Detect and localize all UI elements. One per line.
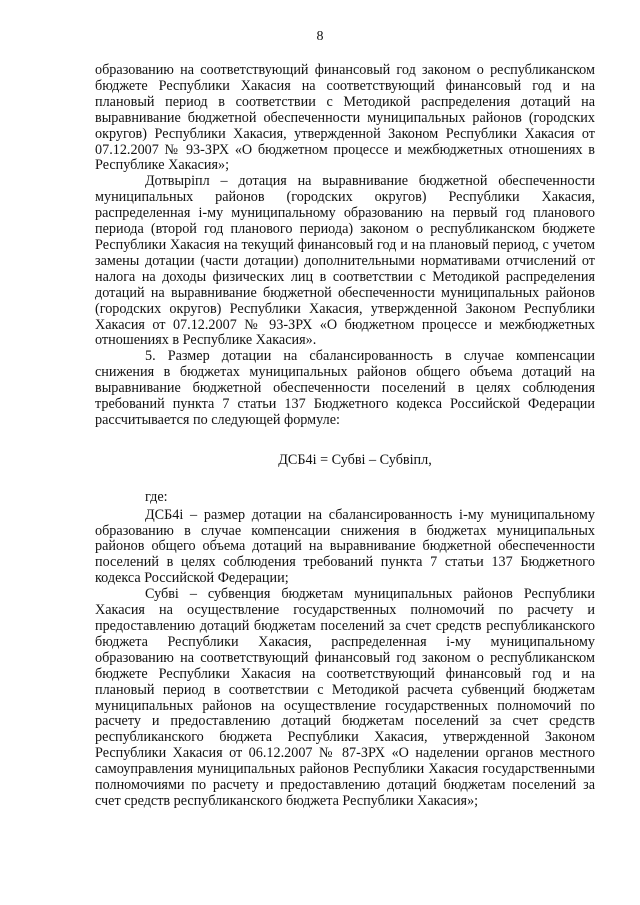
formula: ДСБ4і = Субві – Субвіпл, [278,451,432,468]
definition-subv: Субві – субвенция бюджетам муниципальных районов Республики Хакасия на осуществление государственных полномочий по расчету и предоставлению дотаций бюджетам поселений за счет средств республиканского бюджета Республики Хакасия, распределенная і-му муниципальному образованию на соответствующий финансовый год законом о республиканском бюджете Республики Хакасия на соответствующий финансовый год и на плановый период в соответствии с Методикой расчета субвенций бюджетам муниципальных районов на осуществление государственных полномочий по расчету и предоставлению дотаций бюджетам поселений за счет средств республиканского бюджета Республики Хакасия, утвержденной Законом Республики Хакасия от 06.12.2007 № 87-ЗРХ «О наделении органов местного самоуправления муниципальных районов Республики Хакасия государственными полномочиями по расчету и предоставлению дотаций бюджетам поселений за счет средств республиканского бюджета Республики Хакасия»; [95,586,595,809]
paragraph-item-5: 5. Размер дотации на сбалансированность в случае компенсации снижения в бюджетах муниципальных районов общего объема дотаций на выравнивание бюджетной обеспеченности поселений в целях соблюдения требований пункта 7 статьи 137 Бюджетного кодекса Российской Федерации рассчитывается по следующей формуле: [95,348,595,428]
where-label: где: [145,488,168,505]
paragraph-dotvyr-definition: Дотвыріпл – дотация на выравнивание бюджетной обеспеченности муниципальных районов (городских округов) Республики Хакасия, распределенная i-му муниципальному образованию на первый год планового периода (второй год планового периода) законом о республиканском бюджете Республики Хакасия на текущий финансовый год и на плановый период, с учетом замены дотации (части дотации) дополнительными нормативами отчислений от налога на доходы физических лиц в соответствии с Методикой распределения дотаций на выравнивание бюджетной обеспеченности муниципальных районов (городских округов) Республики Хакасия, утвержденной Законом Республики Хакасия от 07.12.2007 № 93-ЗРХ «О бюджетном процессе и межбюджетных отношениях в Республике Хакасия». [95,173,595,349]
paragraph-continuation: образованию на соответствующий финансовый год законом о республиканском бюджете Республики Хакасия на соответствующий финансовый год и на плановый период в соответствии с Методикой распределения дотаций на выравнивание бюджетной обеспеченности муниципальных районов (городских округов) Республики Хакасия, утвержденной Законом Республики Хакасия от 07.12.2007 № 93-ЗРХ «О бюджетном процессе и межбюджетных отношениях в Республике Хакасия»; [95,62,595,174]
page-number: 8 [316,29,324,44]
definition-dsb4: ДСБ4і – размер дотации на сбалансированность і-му муниципальному образованию в случае компенсации снижения в бюджетах муниципальных районов общего объема дотаций на выравнивание бюджетной обеспеченности поселений в целях соблюдения требований пункта 7 статьи 137 Бюджетного кодекса Российской Федерации; [95,506,595,587]
document-body [95,63,595,810]
